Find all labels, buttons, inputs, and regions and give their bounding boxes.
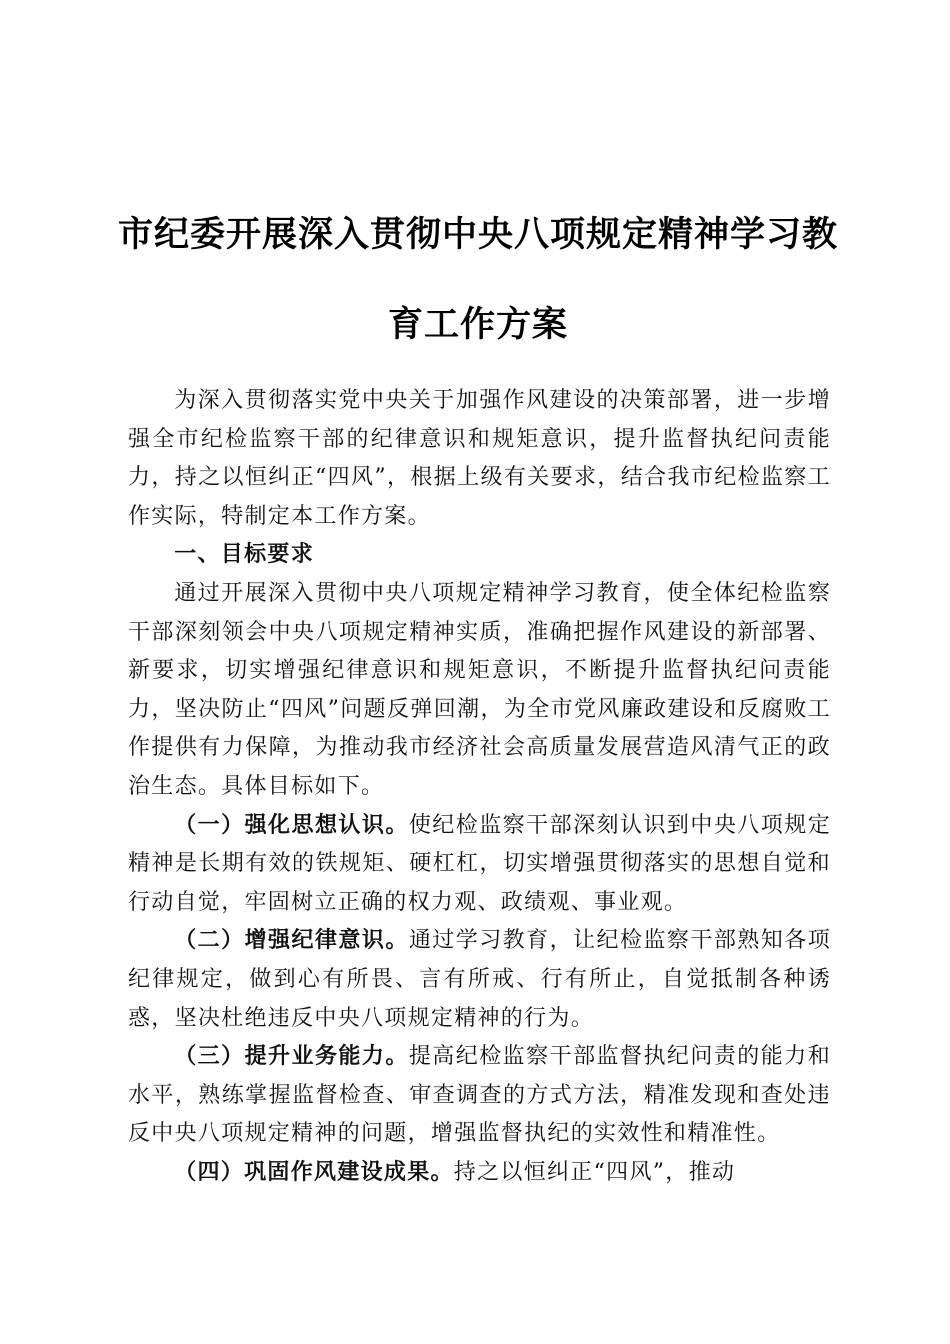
intro-paragraph: 为深入贯彻落实党中央关于加强作风建设的决策部署，进一步增强全市纪检监察干部的纪律意识和规矩意识，提升监督执纪问责能力，持之以恒纠正“四风”，根据上级有关要求，结合我市纪检监察工作实际，特制定本工作方案。 — [128, 388, 831, 529]
list-item — [128, 1038, 831, 1154]
item-lead: （二）增强纪律意识。 — [174, 928, 409, 954]
item-lead: （四）巩固作风建设成果。 — [174, 1159, 454, 1185]
section-heading: 一、目标要求 — [174, 542, 314, 568]
document-title: 市纪委开展深入贯彻中央八项规定精神学习教育工作方案 — [118, 215, 839, 345]
document-body — [128, 382, 831, 1192]
list-item — [128, 1154, 831, 1193]
item-lead: （一）强化思想认识。 — [174, 812, 409, 838]
item-text: 通过学习教育，让纪检监察干部熟知各项纪律规定，做到心有所畏、言有所戒、行有所止，自觉抵制各种诱惑，坚决杜绝违反中央八项规定精神的行为。 — [128, 928, 831, 1031]
list-item — [128, 807, 831, 923]
item-text: 持之以恒纠正“四风”，推动 — [453, 1159, 736, 1185]
item-text: 提高纪检监察干部监督执纪问责的能力和水平，熟练掌握监督检查、审查调查的方式方法，精准发现和查处违反中央八项规定精神的问题，增强监督执纪的实效性和精准性。 — [128, 1044, 831, 1147]
list-item — [128, 922, 831, 1038]
item-text: 使纪检监察干部深刻认识到中央八项规定精神是长期有效的铁规矩、硬杠杠，切实增强贯彻落实的思想自觉和行动自觉，牢固树立正确的权力观、政绩观、事业观。 — [128, 812, 831, 915]
section-paragraph: 通过开展深入贯彻中央八项规定精神学习教育，使全体纪检监察干部深刻领会中央八项规定精神实质，准确把握作风建设的新部署、新要求，切实增强纪律意识和规矩意识，不断提升监督执纪问责能力，坚决防止“四风”问题反弹回潮，为全市党风廉政建设和反腐败工作提供有力保障，为推动我市经济社会高质量发展营造风清气正的政治生态。具体目标如下。 — [128, 580, 831, 799]
item-lead: （三）提升业务能力。 — [174, 1044, 409, 1070]
